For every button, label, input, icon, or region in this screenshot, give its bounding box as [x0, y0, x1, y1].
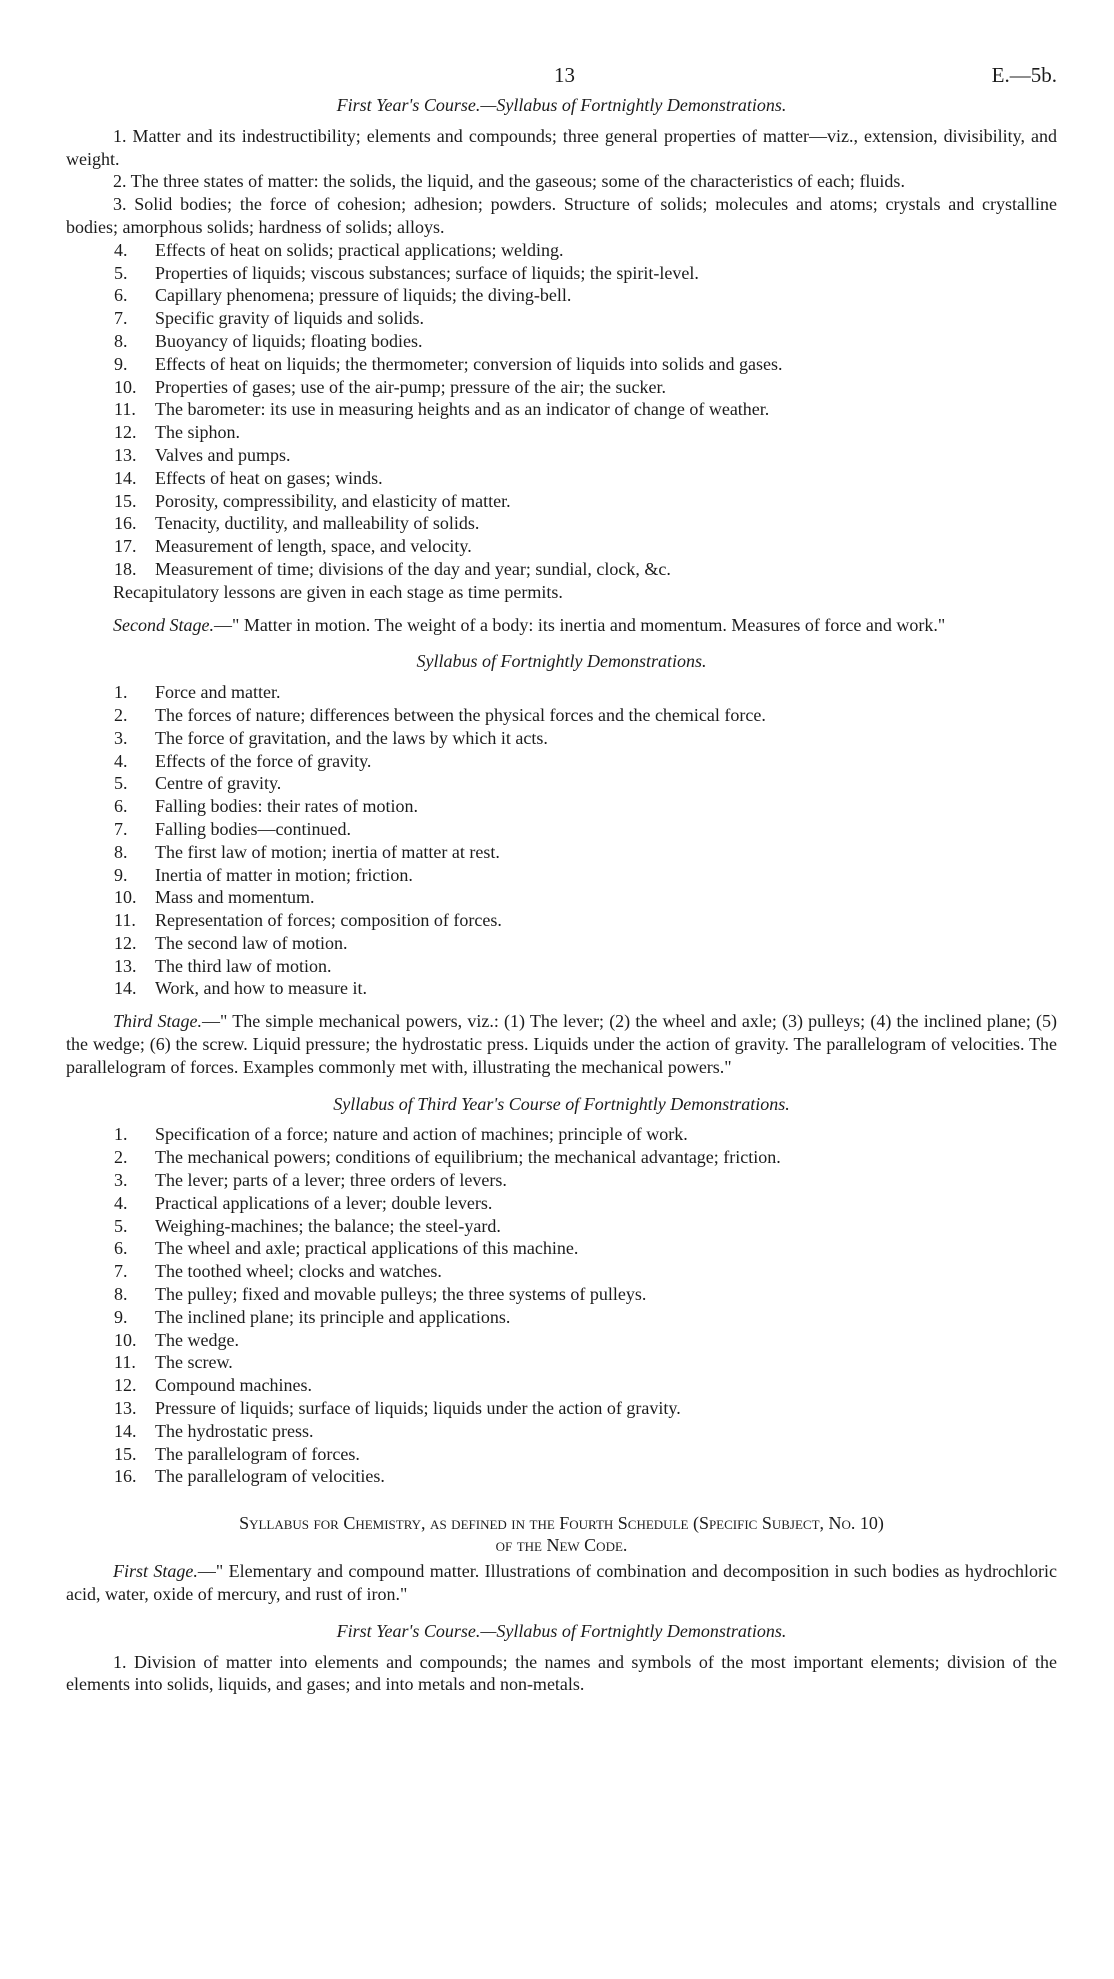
item-number: 10. [114, 887, 137, 908]
item-number: 13. [114, 1398, 137, 1419]
item-number: 3. [114, 1170, 128, 1191]
item-number: 5. [114, 1215, 128, 1236]
list-item [114, 727, 1057, 750]
item-text: The forces of nature; differences between the physical forces and the chemical force. [155, 704, 766, 725]
item-number: 8. [114, 1284, 128, 1305]
item-text: Compound machines. [155, 1375, 312, 1396]
third-stage-syllabus-heading: Syllabus of Third Year's Course of Fortnightly Demonstrations. [333, 1093, 790, 1114]
chemistry-syllabus-heading [66, 1512, 1057, 1556]
list-item [114, 421, 1057, 444]
item-text: The third law of motion. [155, 955, 332, 976]
item-number: 2. [114, 704, 128, 725]
item-number: 4. [114, 1192, 128, 1213]
list-item [114, 818, 1057, 841]
first-year-item-list [66, 239, 1057, 581]
item-number: 1. [114, 682, 128, 703]
list-item [114, 864, 1057, 887]
list-item [114, 795, 1057, 818]
list-item [114, 1146, 1057, 1169]
list-item [114, 558, 1057, 581]
item-number: 11. [114, 910, 136, 931]
item-text: Effects of heat on solids; practical applications; welding. [155, 239, 564, 260]
page-header [66, 60, 1057, 94]
item-text: Effects of heat on liquids; the thermometer; conversion of liquids into solids and gases. [155, 353, 783, 374]
chemistry-heading-line2: of the New Code. [495, 1535, 628, 1556]
list-item [114, 704, 1057, 727]
chemistry-course-heading: First Year's Course.—Syllabus of Fortnightly Demonstrations. [336, 1620, 787, 1641]
item-text: The siphon. [155, 422, 240, 443]
item-number: 8. [114, 330, 128, 351]
item-text: Representation of forces; composition of forces. [155, 910, 502, 931]
item-number: 2. [114, 1147, 128, 1168]
item-number: 16. [114, 513, 137, 534]
list-item [114, 1215, 1057, 1238]
item-number: 7. [114, 1261, 128, 1282]
item-text: Effects of the force of gravity. [155, 750, 372, 771]
list-item [114, 1465, 1057, 1488]
item-number: 10. [114, 1329, 137, 1350]
item-text: Valves and pumps. [155, 444, 291, 465]
list-item [114, 932, 1057, 955]
item-number: 7. [114, 818, 128, 839]
item-number: 15. [114, 490, 137, 511]
item-text: The lever; parts of a lever; three orders of levers. [155, 1170, 507, 1191]
item-text: The parallelogram of forces. [155, 1443, 360, 1464]
item-number: 5. [114, 262, 128, 283]
chemistry-first-stage-text: —" Elementary and compound matter. Illustrations of combination and decomposition in such bodies as hydrochloric acid, water, oxide of mercury, and rust of iron." [66, 1561, 1057, 1605]
item-number: 5. [114, 773, 128, 794]
item-text: Mass and momentum. [155, 887, 315, 908]
chemistry-heading-line1: Syllabus for Chemistry, as defined in the Fourth Schedule (Specific Subject, No. 10) [239, 1513, 884, 1534]
item-text: Measurement of time; divisions of the day and year; sundial, clock, &c. [155, 558, 671, 579]
list-item [114, 1123, 1057, 1146]
item-number: 18. [114, 558, 137, 579]
list-item [114, 262, 1057, 285]
list-item [114, 1329, 1057, 1352]
item-text: Work, and how to measure it. [155, 978, 368, 999]
item-number: 11. [114, 399, 136, 420]
item-text: The second law of motion. [155, 932, 348, 953]
item-number: 13. [114, 955, 137, 976]
item-text: Capillary phenomena; pressure of liquids; the diving-bell. [155, 285, 572, 306]
recap-note: Recapitulatory lessons are given in each stage as time permits. [113, 581, 563, 602]
list-item [114, 376, 1057, 399]
item-text: Force and matter. [155, 682, 281, 703]
item-text: The inclined plane; its principle and applications. [155, 1306, 511, 1327]
document-reference: E.—5b. [991, 63, 1057, 87]
list-item [114, 681, 1057, 704]
list-item [114, 490, 1057, 513]
item-text: Properties of gases; use of the air-pump; pressure of the air; the sucker. [155, 376, 666, 397]
item-number: 14. [114, 1420, 137, 1441]
list-item [114, 1443, 1057, 1466]
list-item [114, 1260, 1057, 1283]
item-number: 7. [114, 308, 128, 329]
item-number: 17. [114, 536, 137, 557]
list-item [114, 1351, 1057, 1374]
item-text: The pulley; fixed and movable pulleys; the three systems of pulleys. [155, 1284, 647, 1305]
item-text: Falling bodies—continued. [155, 818, 351, 839]
list-item [114, 1169, 1057, 1192]
list-item [114, 467, 1057, 490]
page-number: 13 [554, 63, 575, 87]
item-text: Tenacity, ductility, and malleability of solids. [155, 513, 480, 534]
list-item [114, 1237, 1057, 1260]
list-item [114, 444, 1057, 467]
item-text: Porosity, compressibility, and elasticity of matter. [155, 490, 511, 511]
item-number: 8. [114, 841, 128, 862]
item-number: 16. [114, 1466, 137, 1487]
second-stage-label: Second Stage. [113, 614, 214, 635]
item-text: Centre of gravity. [155, 773, 282, 794]
list-item [114, 841, 1057, 864]
item-number: 15. [114, 1443, 137, 1464]
list-item [114, 1397, 1057, 1420]
chemistry-item-paragraph: 1. Division of matter into elements and compounds; the names and symbols of the most important elements; division of the elements into solids, liquids, and gases; and into metals and non-metals. [66, 1651, 1057, 1695]
third-stage-text: —" The simple mechanical powers, viz.: (1) The lever; (2) the wheel and axle; (3) pulleys; (4) the inclined plane; (5) the wedge; (6) the screw. Liquid pressure; the hydrostatic press. Liquids under the action of gravity. The parallelogram of velocities. The parallelogram of forces. Examples commonly met with, illustrating the mechanical powers." [66, 1011, 1057, 1077]
item-text: The toothed wheel; clocks and watches. [155, 1261, 442, 1282]
list-item [114, 1192, 1057, 1215]
item-text: The force of gravitation, and the laws by which it acts. [155, 727, 548, 748]
item-text: The wedge. [155, 1329, 239, 1350]
second-stage-item-list [66, 681, 1057, 1000]
list-item [114, 307, 1057, 330]
list-item [114, 977, 1057, 1000]
item-text: The first law of motion; inertia of matter at rest. [155, 841, 500, 862]
item-text: The mechanical powers; conditions of equilibrium; the mechanical advantage; friction. [155, 1147, 781, 1168]
item-number: 6. [114, 796, 128, 817]
item-text: Measurement of length, space, and velocity. [155, 536, 472, 557]
item-text: Practical applications of a lever; double levers. [155, 1192, 493, 1213]
item-number: 13. [114, 444, 137, 465]
item-text: The hydrostatic press. [155, 1420, 314, 1441]
item-text: Properties of liquids; viscous substances; surface of liquids; the spirit-level. [155, 262, 699, 283]
list-item [114, 1306, 1057, 1329]
list-item [114, 284, 1057, 307]
item-number: 6. [114, 285, 128, 306]
item-text: Buoyancy of liquids; floating bodies. [155, 330, 423, 351]
item-text: The screw. [155, 1352, 233, 1373]
syllabus-item-paragraph: 1. Matter and its indestructibility; elements and compounds; three general properties of matter—viz., extension, divisibility, and weight. [66, 125, 1057, 169]
list-item [114, 772, 1057, 795]
item-text: Falling bodies: their rates of motion. [155, 796, 418, 817]
item-number: 9. [114, 864, 128, 885]
third-stage-item-list [66, 1123, 1057, 1488]
list-item [114, 1420, 1057, 1443]
list-item [114, 909, 1057, 932]
item-text: Specification of a force; nature and action of machines; principle of work. [155, 1124, 688, 1145]
first-year-course-heading: First Year's Course.—Syllabus of Fortnightly Demonstrations. [336, 95, 787, 115]
list-item [114, 750, 1057, 773]
item-number: 9. [114, 353, 128, 374]
third-stage-paragraph [66, 1010, 1057, 1078]
syllabus-item-paragraph: 3. Solid bodies; the force of cohesion; adhesion; powders. Structure of solids; molecules and atoms; crystals and crystalline bodies; amorphous solids; hardness of solids; alloys. [66, 194, 1057, 237]
item-number: 10. [114, 376, 137, 397]
syllabus-item-paragraph: 2. The three states of matter: the solids, the liquid, and the gaseous; some of the characteristics of each; fluids. [113, 171, 905, 192]
item-text: The wheel and axle; practical applications of this machine. [155, 1238, 579, 1259]
item-number: 14. [114, 978, 137, 999]
list-item [114, 239, 1057, 262]
item-text: Effects of heat on gases; winds. [155, 467, 383, 488]
item-text: The barometer: its use in measuring heights and as an indicator of change of weather. [155, 399, 770, 420]
second-stage-syllabus-heading: Syllabus of Fortnightly Demonstrations. [416, 651, 707, 672]
list-item [114, 330, 1057, 353]
item-number: 4. [114, 750, 128, 771]
chemistry-first-stage-label: First Stage. [113, 1561, 198, 1582]
item-text: Inertia of matter in motion; friction. [155, 864, 413, 885]
item-number: 12. [114, 932, 137, 953]
list-item [114, 353, 1057, 376]
item-number: 1. [114, 1124, 128, 1145]
list-item [114, 1374, 1057, 1397]
list-item [114, 886, 1057, 909]
list-item [114, 512, 1057, 535]
third-stage-label: Third Stage. [113, 1011, 203, 1032]
item-number: 9. [114, 1306, 128, 1327]
item-text: The parallelogram of velocities. [155, 1466, 385, 1487]
item-text: Pressure of liquids; surface of liquids; liquids under the action of gravity. [155, 1398, 681, 1419]
item-number: 12. [114, 422, 137, 443]
list-item [114, 955, 1057, 978]
chemistry-first-stage-paragraph [66, 1560, 1057, 1606]
item-text: Weighing-machines; the balance; the steel-yard. [155, 1215, 501, 1236]
list-item [114, 1283, 1057, 1306]
item-number: 11. [114, 1352, 136, 1373]
item-number: 3. [114, 727, 128, 748]
list-item [114, 535, 1057, 558]
second-stage-text: —" Matter in motion. The weight of a body: its inertia and momentum. Measures of force and work." [213, 614, 946, 635]
item-number: 12. [114, 1375, 137, 1396]
item-number: 14. [114, 467, 137, 488]
item-number: 4. [114, 239, 128, 260]
item-text: Specific gravity of liquids and solids. [155, 308, 424, 329]
second-stage-paragraph [66, 614, 1057, 637]
item-number: 6. [114, 1238, 128, 1259]
list-item [114, 398, 1057, 421]
